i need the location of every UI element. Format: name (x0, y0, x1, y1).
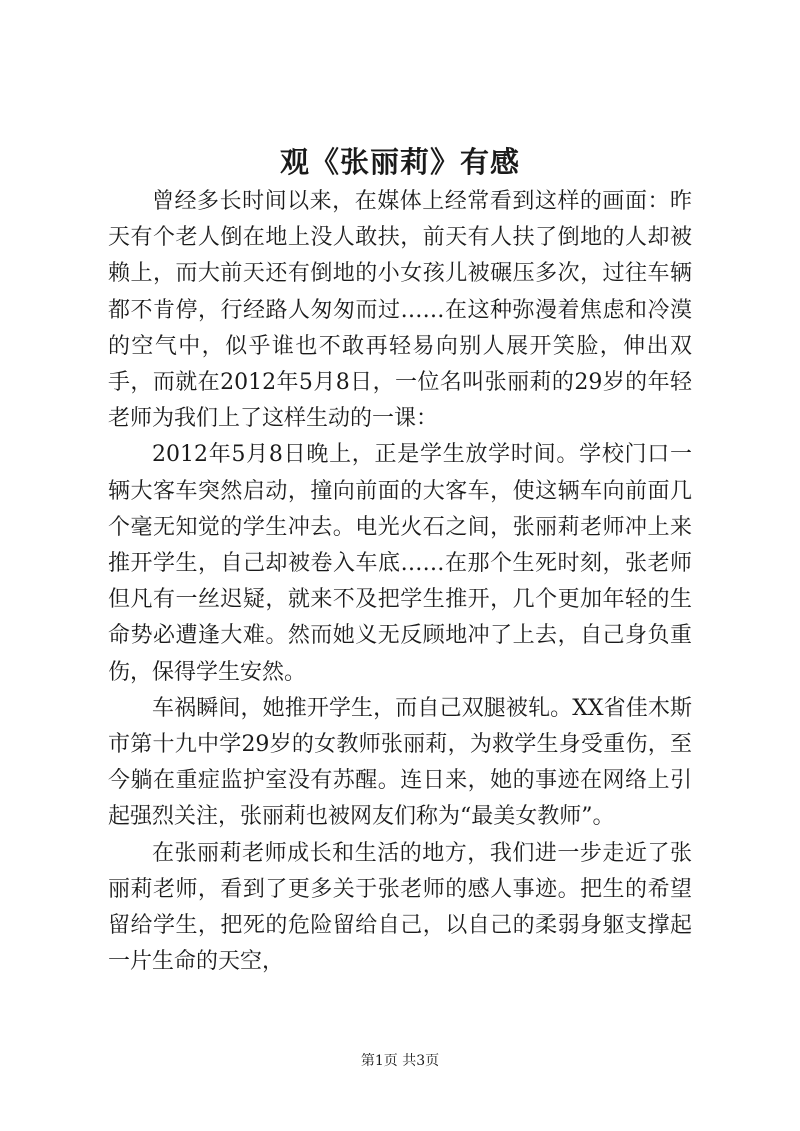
paragraph-3: 车祸瞬间，她推开学生，而自己双腿被轧。XX省佳木斯市第十九中学29岁的女教师张丽莉，为救学生身受重伤，至今躺在重症监护室没有苏醒。连日来，她的事迹在网络上引起强烈关注，张丽莉也被网友们称为“最美女教师”。 (108, 695, 692, 830)
page-footer (0, 1050, 800, 1070)
paragraph-2: 2012年5月8日晚上，正是学生放学时间。学校门口一辆大客车突然启动，撞向前面的大客车，使这辆车向前面几个毫无知觉的学生冲去。电光火石之间，张丽莉老师冲上来推开学生，自己却被卷入车底……在那个生死时刻，张老师但凡有一丝迟疑，就来不及把学生推开，几个更加年轻的生命势必遭逢大难。然而她义无反顾地冲了上去，自己身负重伤，保得学生安然。 (108, 442, 692, 685)
paragraph-1: 曾经多长时间以来，在媒体上经常看到这样的画面：昨天有个老人倒在地上没人敢扶，前天有人扶了倒地的人却被赖上，而大前天还有倒地的小女孩儿被碾压多次，过往车辆都不肯停，行经路人匆匆而过……在这种弥漫着焦虑和冷漠的空气中，似乎谁也不敢再轻易向别人展开笑脸，伸出双手，而就在2012年5月8日，一位名叫张丽莉的29岁的年轻老师为我们上了这样生动的一课： (108, 189, 692, 432)
page-number: 第1页 共3页 (360, 1053, 440, 1069)
paragraph-4: 在张丽莉老师成长和生活的地方，我们进一步走近了张丽莉老师，看到了更多关于张老师的感人事迹。把生的希望留给学生，把死的危险留给自己，以自己的柔弱身躯支撑起一片生命的天空， (108, 840, 692, 975)
document-body (108, 184, 692, 980)
document-title: 观《张丽莉》有感 (279, 145, 520, 179)
